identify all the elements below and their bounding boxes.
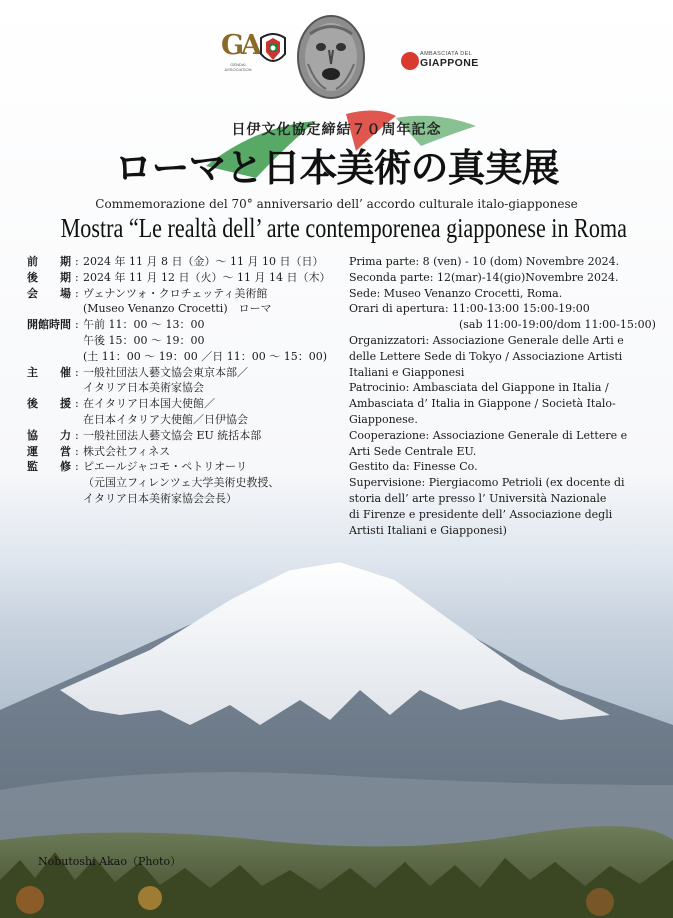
info-continuation: 在日本イタリア大使館／日伊協会: [83, 412, 248, 426]
info-value: 午前 11：00 ～ 13：00: [83, 318, 205, 332]
info-label: 前 期: [27, 255, 71, 268]
info-label: 運 営: [27, 444, 71, 458]
bocca-della-verita-icon: [296, 14, 366, 100]
jp-subtitle: 日伊文化協定締結７０周年記念: [231, 122, 442, 138]
info-label: 協 力: [27, 428, 71, 442]
info-label: 後 援: [27, 397, 71, 411]
it-info-line: Seconda parte: 12(mar)-14(gio)Novembre 2024.: [349, 270, 619, 284]
info-row-first-period: 前 期 : 2024 年 11 月 8 日（金）～ 11 月 10 日（日）: [27, 254, 347, 270]
info-label: 主 催: [27, 365, 71, 379]
it-info-line: Artisti Italiani e Giapponesi): [349, 523, 507, 537]
gendai-association-logo: [221, 28, 260, 72]
info-value: ピエールジャコモ・ペトリオーリ: [83, 460, 248, 474]
it-info-line: Sede: Museo Venanzo Crocetti, Roma.: [349, 286, 563, 300]
it-info-line: Orari di apertura: 11:00-13:00 15:00-19:00: [349, 302, 590, 316]
italian-info-list: [349, 254, 656, 538]
info-continuation: （元国立フィレンツェ大学美術史教授、: [83, 476, 280, 490]
it-info-line: Arti Sede Centrale EU.: [349, 444, 477, 458]
info-label: 会 場: [27, 286, 71, 300]
it-info-line: storia dell’ arte presso l’ Università Nazionale: [349, 491, 607, 505]
it-subtitle: Commemorazione del 70° anniversario dell’ accordo culturale italo-giapponese: [95, 197, 578, 211]
it-info-line: Italiani e Giapponesi: [349, 365, 465, 379]
it-info-line: di Firenze e presidente dell’ Associazione degli: [349, 507, 613, 521]
info-value: 株式会社フィネス: [83, 444, 171, 458]
info-label: 後 期: [27, 270, 71, 284]
info-continuation: 午後 15：00 ～ 19：00: [83, 333, 205, 347]
embassy-small-text: AMBASCIATA DEL: [420, 51, 473, 57]
it-info-line: Cooperazione: Associazione Generale di Lettere e: [349, 428, 628, 442]
embassy-red-circle-icon: [400, 50, 420, 72]
jp-main-title: ローマと日本美術の真実展: [114, 145, 559, 190]
ga-logo-letters: GA: [221, 30, 260, 61]
info-value: 2024 年 11 月 12 日（火）～ 11 月 14 日（木）: [83, 270, 331, 284]
info-row-venue: 会 場 : ヴェナンツォ・クロチェッティ美術館: [27, 286, 347, 302]
info-value: 在イタリア日本国大使館／: [83, 397, 215, 411]
info-value: 2024 年 11 月 8 日（金）～ 11 月 10 日（日）: [83, 255, 324, 268]
it-info-line: Organizzatori: Associazione Generale delle Arti e: [349, 333, 624, 347]
embassy-big-text: GIAPPONE: [420, 57, 479, 69]
it-info-line: Giapponese.: [349, 412, 418, 426]
info-row-patronage: 後 援 : 在イタリア日本国大使館／: [27, 396, 347, 412]
it-hours-weekend: (sab 11:00-19:00/dom 11:00-15:00): [459, 318, 656, 332]
info-row-management: 運 営 : 株式会社フィネス: [27, 444, 347, 460]
it-info-line: Patrocinio: Ambasciata del Giappone in Italia /: [349, 381, 609, 395]
info-row-organizer: 主 催 : 一般社団法人藝文協会東京本部／: [27, 365, 347, 381]
it-info-line: Prima parte: 8 (ven) - 10 (dom) Novembre 2024.: [349, 255, 620, 268]
info-row-cooperation: 協 力 : 一般社団法人藝文協会 EU 統括本部: [27, 428, 347, 444]
crest-emblem-icon: [258, 28, 288, 72]
info-label: 開館時間: [27, 318, 71, 332]
ga-logo-subtext: GENDAI ASSOCIATION: [224, 62, 252, 72]
it-info-line: Ambasciata d’ Italia in Giappone / Società Italo-: [349, 397, 616, 411]
info-row-hours: 開館時間 : 午前 11：00 ～ 13：00: [27, 317, 347, 333]
info-continuation: (Museo Venanzo Crocetti) ローマ: [83, 302, 272, 316]
info-row-second-period: 後 期 : 2024 年 11 月 12 日（火）～ 11 月 14 日（木）: [27, 270, 347, 286]
it-main-title: Mostra “Le realtà dell’ arte contemporenea giapponese in Roma: [60, 213, 627, 243]
info-continuation: (土 11：00 ～ 19：00 ／日 11：00 ～ 15：00): [83, 349, 328, 363]
info-continuation: イタリア日本美術家協会会長）: [83, 491, 237, 505]
info-value: 一般社団法人藝文協会 EU 統括本部: [83, 428, 262, 442]
it-info-line: Gestito da: Finesse Co.: [349, 460, 478, 474]
info-value: 一般社団法人藝文協会東京本部／: [83, 365, 248, 379]
it-info-line: Supervisione: Piergiacomo Petrioli (ex docente di: [349, 476, 625, 490]
info-value: ヴェナンツォ・クロチェッティ美術館: [83, 286, 268, 300]
japanese-info-list: [27, 254, 347, 507]
it-info-line: delle Lettere Sede di Tokyo / Associazione Artisti: [349, 349, 623, 363]
info-row-supervision: 監 修 : ピエールジャコモ・ペトリオーリ: [27, 459, 347, 475]
photo-credit: Nobutoshi Akao（Photo）: [38, 855, 182, 868]
info-continuation: イタリア日本美術家協会: [83, 381, 204, 395]
info-label: 監 修: [27, 460, 71, 474]
embassy-of-japan-logo: [400, 48, 500, 78]
